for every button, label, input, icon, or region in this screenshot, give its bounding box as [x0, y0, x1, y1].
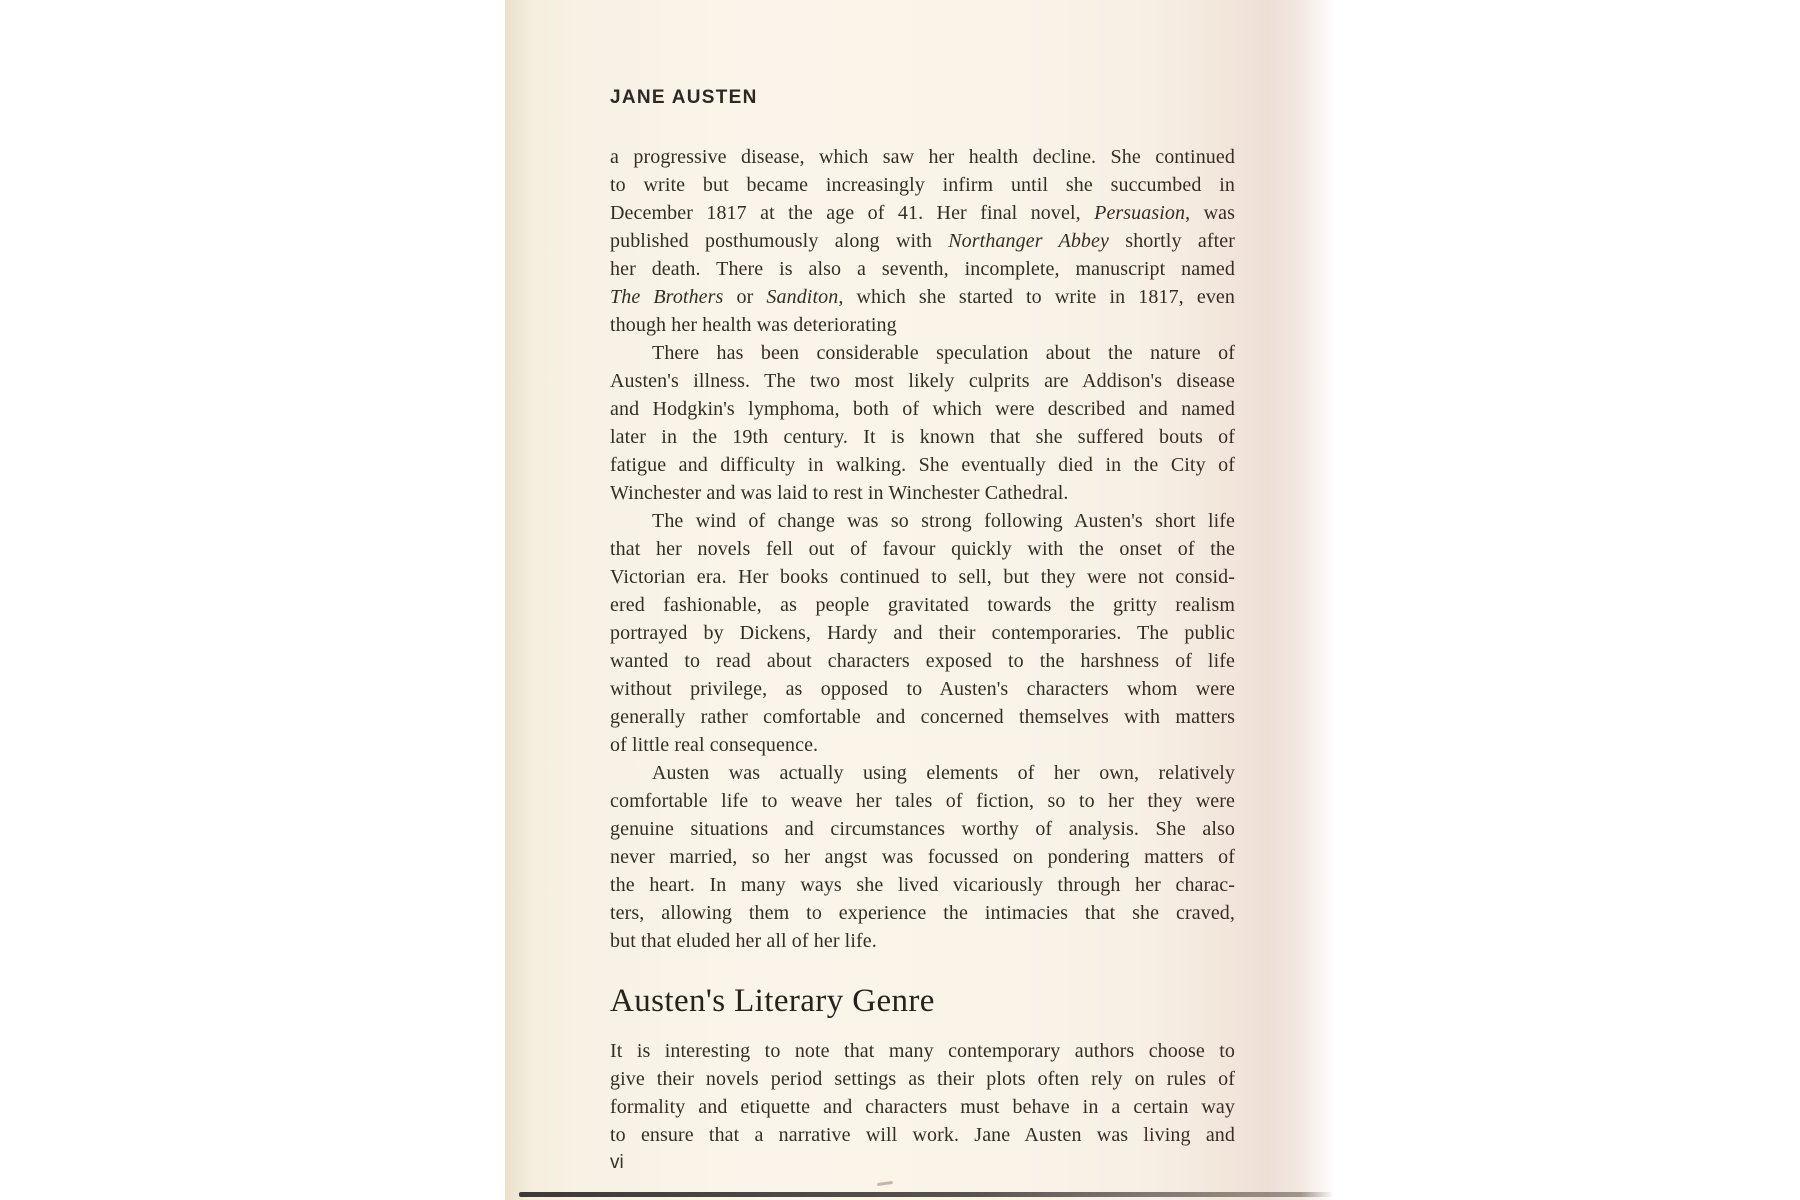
text-line: generally rather comfortable and concerned themselves with matters	[610, 706, 1235, 728]
text-line: to write but became increasingly infirm until she succumbed in	[610, 174, 1235, 196]
text-line: never married, so her angst was focussed on pondering matters of	[610, 846, 1235, 868]
text-line: ters, allowing them to experience the intimacies that she craved,	[610, 902, 1235, 924]
text-line: ered fashionable, as people gravitated towards the gritty realism	[610, 594, 1235, 616]
text-line: her death. There is also a seventh, incomplete, manuscript named	[610, 258, 1235, 280]
text-line: Victorian era. Her books continued to sell, but they were not consid-	[610, 566, 1235, 588]
paragraph	[610, 143, 1235, 339]
text-line: portrayed by Dickens, Hardy and their contemporaries. The public	[610, 622, 1235, 644]
text-line: though her health was deteriorating	[610, 314, 897, 336]
text-line: later in the 19th century. It is known that she suffered bouts of	[610, 426, 1235, 448]
paragraph	[610, 1037, 1235, 1149]
page-content	[505, 0, 1335, 1177]
text-line: published posthumously along with Northanger Abbey shortly after	[610, 230, 1235, 252]
text-line: The Brothers or Sanditon, which she started to write in 1817, even	[610, 286, 1235, 308]
scan-edge-line	[519, 1192, 1333, 1197]
text-line: fatigue and difficulty in walking. She eventually died in the City of	[610, 454, 1235, 476]
text-line: but that eluded her all of her life.	[610, 930, 877, 952]
text-line: the heart. In many ways she lived vicariously through her charac-	[610, 874, 1235, 896]
text-line: genuine situations and circumstances worthy of analysis. She also	[610, 818, 1235, 840]
text-line: The wind of change was so strong following Austen's short life	[652, 510, 1235, 532]
text-line: to ensure that a narrative will work. Jane Austen was living and	[610, 1124, 1235, 1146]
text-line: without privilege, as opposed to Austen's characters whom were	[610, 678, 1235, 700]
paragraph	[610, 759, 1235, 955]
text-line: comfortable life to weave her tales of fiction, so to her they were	[610, 790, 1235, 812]
text-line: Austen's illness. The two most likely culprits are Addison's disease	[610, 370, 1235, 392]
text-line: December 1817 at the age of 41. Her final novel, Persuasion, was	[610, 202, 1235, 224]
text-line: give their novels period settings as their plots often rely on rules of	[610, 1068, 1235, 1090]
section-text	[610, 1037, 1235, 1149]
text-line: that her novels fell out of favour quickly with the onset of the	[610, 538, 1235, 560]
text-line: a progressive disease, which saw her health decline. She continued	[610, 146, 1235, 168]
text-line: Winchester and was laid to rest in Winchester Cathedral.	[610, 482, 1069, 504]
section-heading: Austen's Literary Genre	[610, 983, 935, 1019]
paragraph	[610, 339, 1235, 507]
scan-smudge	[877, 1181, 893, 1186]
text-line: and Hodgkin's lymphoma, both of which were described and named	[610, 398, 1235, 420]
text-line: Austen was actually using elements of her own, relatively	[652, 762, 1235, 784]
text-line: There has been considerable speculation about the nature of	[652, 342, 1235, 364]
text-line: of little real consequence.	[610, 734, 819, 756]
book-page	[505, 0, 1335, 1200]
text-line: It is interesting to note that many contemporary authors choose to	[610, 1040, 1235, 1062]
page-number: vi	[610, 1152, 624, 1173]
paragraph	[610, 507, 1235, 759]
running-header: JANE AUSTEN	[610, 87, 758, 108]
text-line: formality and etiquette and characters must behave in a certain way	[610, 1096, 1235, 1118]
body-text	[610, 143, 1235, 955]
text-line: wanted to read about characters exposed to the harshness of life	[610, 650, 1235, 672]
